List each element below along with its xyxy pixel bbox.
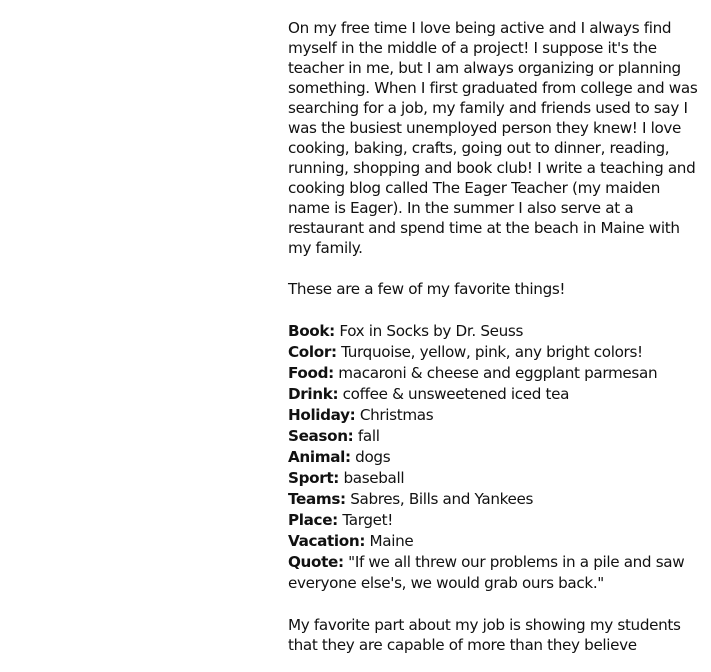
favorite-label: Vacation: — [288, 532, 366, 550]
favorite-label: Quote: — [288, 553, 344, 571]
favorite-label: Holiday: — [288, 406, 356, 424]
outro-paragraph: My favorite part about my job is showing my students that they are capable of more than they believe — [288, 616, 681, 654]
favorites-heading: These are a few of my favorite things! — [288, 280, 566, 298]
favorite-value: Fox in Socks by Dr. Seuss — [334, 322, 524, 340]
favorite-holiday — [288, 405, 706, 426]
favorite-teams — [288, 489, 706, 510]
favorite-value: "If we all threw our problems in a pile and saw everyone else's, we would grab ours back." — [288, 553, 685, 592]
favorite-label: Season: — [288, 427, 354, 445]
favorite-label: Book: — [288, 322, 335, 340]
favorite-season — [288, 426, 706, 447]
intro-paragraph: On my free time I love being active and I always find myself in the middle of a project! I suppose it's the teacher in me, but I am always organizing or planning something. When I first graduated from college and was searching for a job, my family and friends used to say I was the busiest unemployed person they knew! I love cooking, baking, crafts, going out to dinner, reading, running, shopping and book club! I write a teaching and cooking blog called The Eager Teacher (my maiden name is Eager). In the summer I also serve at a restaurant and spend time at the beach in Maine with my family. — [288, 19, 698, 257]
favorite-vacation — [288, 531, 706, 552]
favorite-book — [288, 321, 706, 342]
favorite-label: Food: — [288, 364, 334, 382]
favorite-value: Turquoise, yellow, pink, any bright colors! — [336, 343, 643, 361]
favorite-label: Drink: — [288, 385, 339, 403]
favorite-color — [288, 342, 706, 363]
favorite-label: Animal: — [288, 448, 351, 466]
favorite-drink — [288, 384, 706, 405]
favorites-list — [288, 321, 706, 594]
favorite-value: Christmas — [355, 406, 434, 424]
favorite-value: Sabres, Bills and Yankees — [345, 490, 534, 508]
favorite-value: dogs — [350, 448, 391, 466]
favorite-label: Place: — [288, 511, 338, 529]
favorite-value: fall — [353, 427, 380, 445]
favorite-sport — [288, 468, 706, 489]
favorite-quote — [288, 552, 706, 594]
favorite-value: Target! — [337, 511, 393, 529]
favorite-value: coffee & unsweetened iced tea — [338, 385, 570, 403]
favorite-place — [288, 510, 706, 531]
favorite-label: Sport: — [288, 469, 339, 487]
favorite-value: Maine — [365, 532, 414, 550]
favorite-label: Teams: — [288, 490, 346, 508]
document-body — [288, 18, 706, 655]
favorite-label: Color: — [288, 343, 337, 361]
favorite-value: baseball — [338, 469, 405, 487]
favorite-animal — [288, 447, 706, 468]
favorite-value: macaroni & cheese and eggplant parmesan — [333, 364, 658, 382]
favorite-food — [288, 363, 706, 384]
